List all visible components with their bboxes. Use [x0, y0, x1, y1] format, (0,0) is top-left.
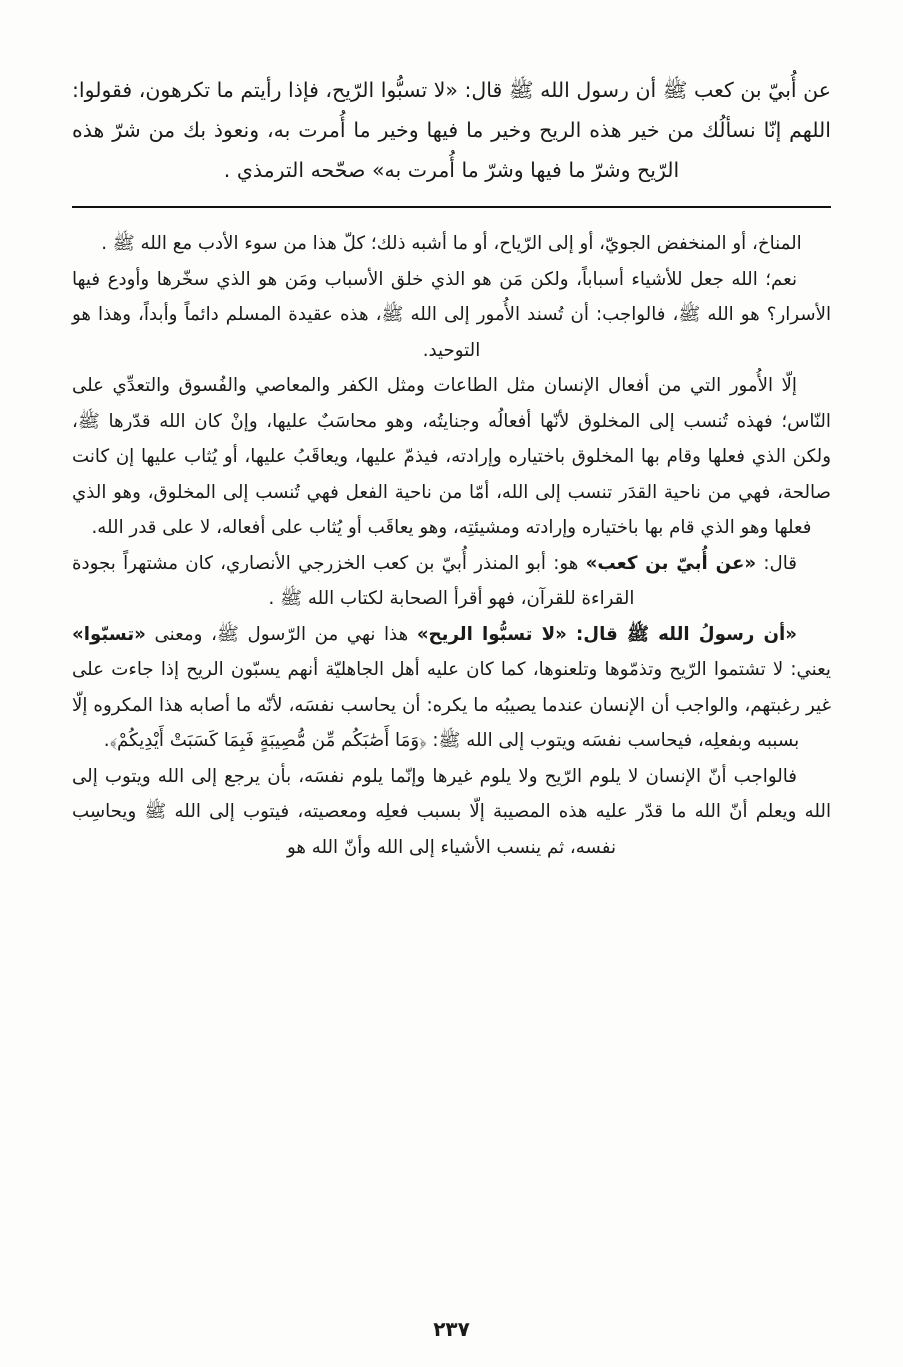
paragraph-5-quote-2: «تسبّوا»	[72, 623, 146, 645]
paragraph-4-quote: «عن أُبيّ بن كعب»	[585, 552, 757, 574]
hadith-text: عن أُبيّ بن كعب ﷺ أن رسول الله ﷺ قال: «لا تسبُّوا الرّيح، فإذا رأيتم ما تكرهون، فقولوا: اللهم إنّا نسألُك من خير هذه الريح وخير ما فيها وخير ما أُمرت به، ونعوذ بك من شرّ هذه الرّيح وشرّ ما فيها وشرّ ما أُمرت به» صحّحه الترمذي .	[72, 78, 831, 182]
paragraph-5-seg-4: يعني: لا تشتموا الرّيح وتذمّوها وتلعنوها، كما كان عليه أهل الجاهليّة أنهم يسبّون الريح إذا جاءت على غير رغبتهم، والواجب أن الإنسان عندما يصيبُه ما يكره: أن يحاسب نفسَه، لأنّه ما أصابه هذا المكروه إلّا بسببه وبفعلِه، فيحاسب نفسَه ويتوب إلى الله ﷺ:	[72, 659, 831, 751]
paragraph-5	[72, 617, 831, 759]
paragraph-5-seg-2: هذا نهي من الرّسول ﷺ، ومعنى	[145, 623, 417, 645]
hadith-block	[72, 70, 831, 190]
paragraph-2: نعم؛ الله جعل للأشياء أسباباً، ولكن مَن هو الذي خلق الأسباب ومَن هو الذي سخّرها وأودع فيها الأسرار؟ هو الله ﷺ، فالواجب: أن تُسند الأُمور إلى الله ﷺ، هذه عقيدة المسلم دائماً وأبداً، وهذا هو التوحيد.	[72, 268, 831, 361]
quran-verse: ﴿وَمَا أَصَٰبَكُم مِّن مُّصِيبَةٍ فَبِمَا كَسَبَتْ أَيْدِيكُمْ﴾.	[103, 730, 427, 751]
paragraph-3: إلّا الأُمور التي من أفعال الإنسان مثل الطاعات ومثل الكفر والمعاصي والفُسوق والتعدِّي على النّاس؛ فهذه تُنسب إلى المخلوق لأنّها أفعالُه وجنايتُه، وهو محاسَبٌ عليها، وإنْ كان الله قدّرها ﷺ، ولكن الذي فعلها وقام بها المخلوق باختياره وإرادته، فيذمّ عليها، ويعاقَبُ عليها، أو يُثاب عليها إن كانت صالحة، فهي من ناحية القدَر تنسب إلى الله، أمّا من ناحية الفعل فهي تُنسب إلى المخلوق، وهو الذي فعلها وهو الذي قام بها باختياره وإرادته ومشيئتِه، وهو يعاقَب أو يُثاب على أفعاله، لا على قدر الله.	[72, 375, 831, 538]
paragraph-4-seg-3: هو: أبو المنذر أُبيّ بن كعب الخزرجي الأنصاري، كان مشتهراً بجودة القراءة للقرآن، فهو أقرأ الصحابة لكتاب الله ﷺ .	[72, 552, 635, 609]
paragraph-1: المناخ، أو المنخفض الجويّ، أو إلى الرّياح، أو ما أشبه ذلك؛ كلّ هذا من سوء الأدب مع الله ﷺ .	[101, 233, 802, 254]
page-number: ٢٣٧	[433, 1317, 470, 1341]
paragraph-4-seg-1: قال:	[756, 552, 797, 574]
paragraph-4	[72, 546, 831, 617]
paragraph-5-quote-1: «أن رسولُ الله ﷺ قال: «لا تسبُّوا الريح»	[416, 623, 797, 645]
paragraph-6: فالواجب أنّ الإنسان لا يلوم الرّيح ولا يلوم غيرها وإنّما يلوم نفسَه، بأن يرجع إلى الله ويتوب إلى الله ويعلم أنّ الله ما قدّر عليه هذه المصيبة إلّا بسبب فعلِه ومعصيته، فيتوب إلى الله ﷺ ويحاسِب نفسه، ثم ينسب الأشياء إلى الله وأنّ الله هو	[72, 765, 831, 858]
commentary-block	[72, 226, 831, 865]
section-divider	[72, 206, 831, 208]
page-content	[72, 70, 831, 1327]
